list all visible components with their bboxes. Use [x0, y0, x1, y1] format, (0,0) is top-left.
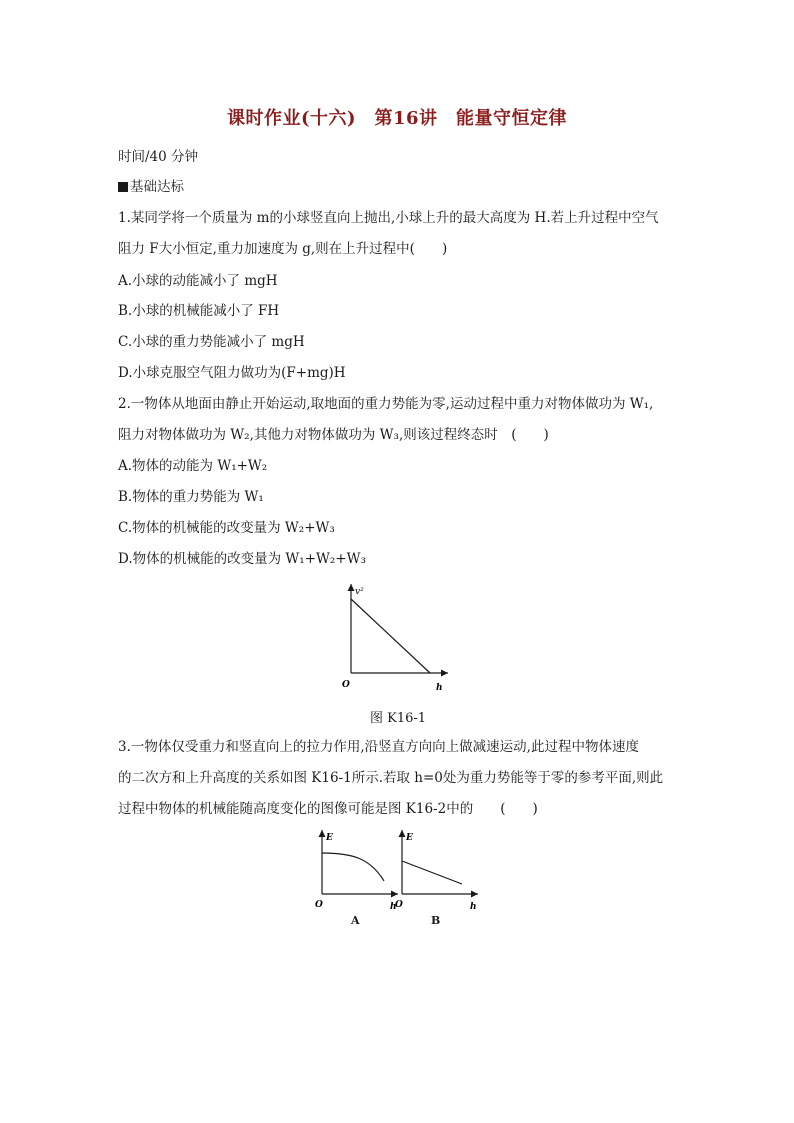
- q1-stem-line-1: 1.某同学将一个质量为 m的小球竖直向上抛出,小球上升的最大高度为 H.若上升过程中空气: [118, 210, 659, 226]
- time-limit: 时间/40 分钟: [118, 149, 199, 165]
- q1-option-c: C.小球的重力势能减小了 mgH: [118, 334, 305, 350]
- q2-stem-line-2: 阻力对物体做功为 W₂,其他力对物体做功为 W₃,则该过程终态时 ( ): [118, 427, 549, 443]
- panel-b-name: B: [431, 914, 441, 927]
- figure-k16-1-caption: 图 K16-1: [370, 711, 427, 726]
- q2-option-b: B.物体的重力势能为 W₁: [118, 489, 264, 505]
- y-axis-label: v²: [355, 587, 364, 597]
- q2-option-c: C.物体的机械能的改变量为 W₂+W₃: [118, 520, 335, 536]
- panel-a-curve: [322, 853, 384, 881]
- q2-stem-line-1: 2.一物体从地面由静止开始运动,取地面的重力势能为零,运动过程中重力对物体做功为 W₁,: [118, 396, 654, 412]
- panel-b-origin: O: [395, 900, 403, 910]
- section-heading-text: 基础达标: [130, 179, 184, 195]
- figure-k16-2-panel-a: [312, 826, 404, 911]
- q1-option-b: B.小球的机械能减小了 FH: [118, 303, 280, 319]
- q2-option-a: A.物体的动能为 W₁+W₂: [118, 458, 268, 474]
- q2-option-d: D.物体的机械能的改变量为 W₁+W₂+W₃: [118, 551, 366, 567]
- q1-option-d: D.小球克服空气阻力做功为(F+mg)H: [118, 365, 346, 381]
- panel-b-line: [402, 861, 462, 884]
- x-axis-label: h: [436, 683, 443, 693]
- panel-b-x-label: h: [470, 902, 477, 911]
- panel-a-name: A: [351, 914, 360, 927]
- panel-a-origin: O: [315, 900, 323, 910]
- figure-k16-1: [336, 580, 456, 695]
- q1-option-a: A.小球的动能减小了 mgH: [118, 273, 278, 289]
- q3-stem-line-2: 的二次方和上升高度的关系如图 K16-1所示.若取 h=0处为重力势能等于零的参考平面,则此: [118, 770, 664, 786]
- panel-b-y-label: E: [406, 833, 413, 843]
- v2-h-line: [351, 599, 430, 673]
- origin-label: O: [342, 680, 350, 690]
- square-bullet-icon: [118, 182, 128, 192]
- figure-k16-2-panel-b: [392, 826, 484, 911]
- q3-stem-line-3: 过程中物体的机械能随高度变化的图像可能是图 K16-2中的 ( ): [118, 801, 538, 817]
- q3-stem-line-1: 3.一物体仅受重力和竖直向上的拉力作用,沿竖直方向向上做减速运动,此过程中物体速度: [118, 739, 639, 755]
- q1-stem-line-2: 阻力 F大小恒定,重力加速度为 g,则在上升过程中( ): [118, 241, 448, 257]
- panel-a-x-label: h: [390, 902, 397, 911]
- page-title: 课时作业(十六) 第16讲 能量守恒定律: [226, 108, 568, 129]
- section-heading: [118, 178, 184, 196]
- panel-a-y-label: E: [326, 833, 333, 843]
